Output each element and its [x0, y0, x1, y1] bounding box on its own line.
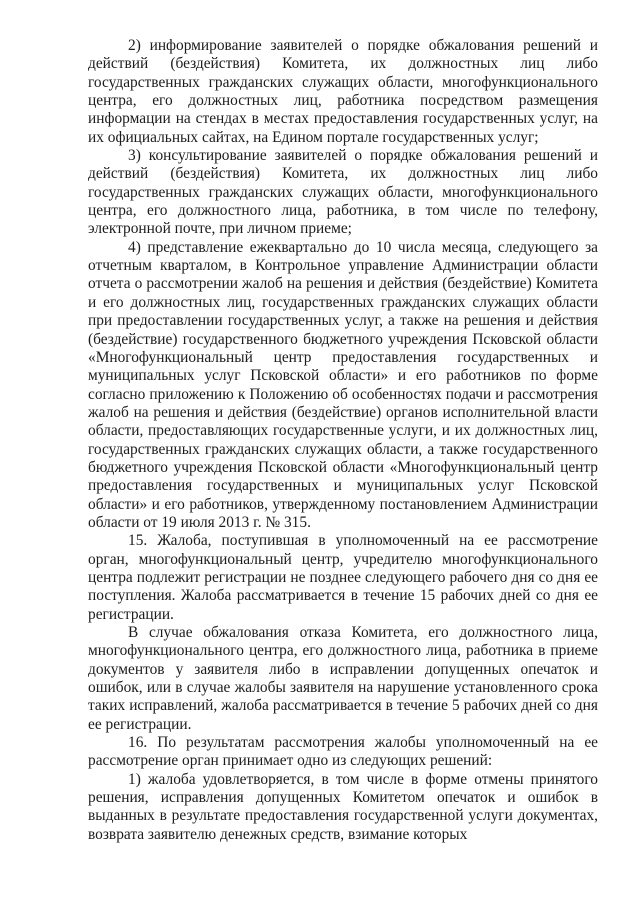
- paragraph-item-4-reporting: 4) представление ежеквартально до 10 числа месяца, следующего за отчетным кварталом, в Контрольное управление Администрации области отчета о рассмотрении жалоб на решения и действия (бездействие) Комитета и его должностных лиц, государственных гражданских служащих области при предоставлении государственных услуг, а также на решения и действия (бездействие) государственного бюджетного учреждения Псковской области «Многофункциональный центр предоставления государственных и муниципальных услуг Псковской области» и его работников по форме согласно приложению к Положению об особенностях подачи и рассмотрения жалоб на решения и действия (бездействие) органов исполнительной власти области, предоставляющих государственные услуги, и их должностных лиц, государственных гражданских служащих области, а также государственного бюджетного учреждения Псковской области «Многофункциональный центр предоставления государственных и муниципальных услуг Псковской области» и его работников, утвержденному постановлением Администрации области от 19 июля 2013 г. № 315.: [88, 238, 598, 531]
- paragraph-refusal-appeal: В случае обжалования отказа Комитета, его должностного лица, многофункционального центра, его должностного лица, работника в приеме документов у заявителя либо в исправлении допущенных опечаток и ошибок, или в случае жалобы заявителя на нарушение установленного срока таких исправлений, жалоба рассматривается в течение 5 рабочих дней со дня ее регистрации.: [88, 624, 598, 733]
- paragraph-item-3-consulting: 3) консультирование заявителей о порядке обжалования решений и действий (бездействия) Комитета, их должностных лиц либо государственных гражданских служащих области, многофункционального центра, его должностного лица, работника, в том числе по телефону, электронной почте, при личном приеме;: [88, 147, 598, 238]
- paragraph-clause-16: 16. По результатам рассмотрения жалобы уполномоченный на ее рассмотрение орган принимает одно из следующих решений:: [88, 734, 598, 770]
- paragraph-clause-15: 15. Жалоба, поступившая в уполномоченный на ее рассмотрение орган, многофункциональный центр, учредителю многофункционального центра подлежит регистрации не позднее следующего рабочего дня со дня ее поступления. Жалоба рассматривается в течение 15 рабочих дней со дня ее регистрации.: [88, 532, 598, 623]
- document-body: [88, 37, 598, 844]
- paragraph-item-2-informing: 2) информирование заявителей о порядке обжалования решений и действий (бездействия) Комитета, их должностных лиц либо государственных гражданских служащих области, многофункционального центра, его должностных лиц, работника посредством размещения информации на стендах в местах предоставления государственных услуг, на их официальных сайтах, на Едином портале государственных услуг;: [88, 37, 598, 146]
- paragraph-decision-1: 1) жалоба удовлетворяется, в том числе в форме отмены принятого решения, исправления допущенных Комитетом опечаток и ошибок в выданных в результате предоставления государственной услуги документах, возврата заявителю денежных средств, взимание которых: [88, 770, 598, 843]
